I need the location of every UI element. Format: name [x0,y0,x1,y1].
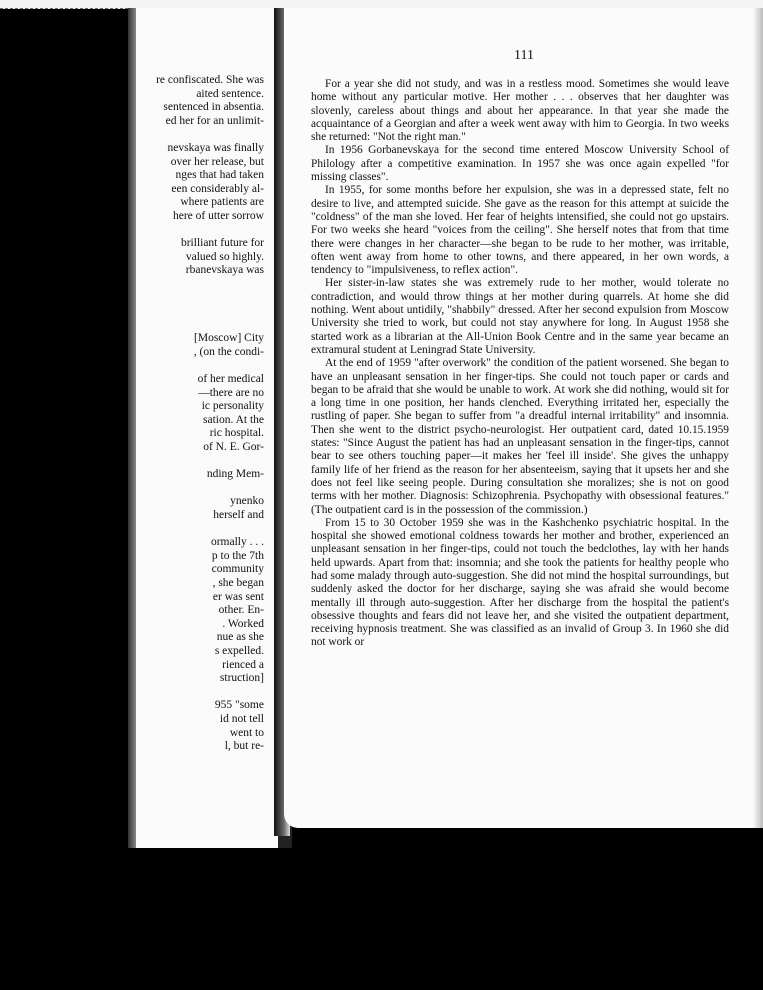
left-page-line: nue as she [216,631,264,644]
right-page [284,8,763,828]
left-page-gap [128,455,264,469]
left-page-line: rienced a [222,658,264,671]
left-page-line: . Worked [222,617,264,630]
left-page-line: nding Mem- [206,468,264,481]
left-page-line: rbanevskaya was [185,264,264,277]
paragraph: From 15 to 30 October 1959 she was in the Kashchenko psychiatric hospital. In the hospital she showed emotional coldness towards her mother and brother, experienced an unpleasant sensation in her finger-tips, could not touch the bedclothes, lay with her hands held upwards. Apart from that: insomnia; and she took the patients for healthy people who had some malady through auto-suggestion. She did not mind the hospital surroundings, but suddenly asked the doctor for her discharge, saying she was afraid she would become mentally ill through auto-suggestion. After her discharge from the hospital the patient's obsessive thoughts and fears did not leave her, and she visited the outpatient department, receiving hypnosis treatment. She was classified as an invalid of Group 3. In 1960 she did not work or [311,516,729,649]
left-page [128,8,292,848]
left-page-gap [128,482,264,496]
paragraph: At the end of 1959 "after overwork" the condition of the patient worsened. She began to have an unpleasant sensation in her finger-tips. She could not touch paper or cards and began to be afraid that she would be unable to work. At work she did nothing, would sit for a long time in one position, her hands clenched. Everything irritated her, especially the rustling of paper. She began to suffer from "a dreadful internal irritability" and insomnia. Then she went to the district psycho-neurologist. Her outpatient card, dated 10.15.1959 states: "Since August the patient has had an unpleasant sensation in the finger-tips, cannot bear to see others touching paper—it makes her 'feel ill inside'. She gives the unhappy family life of her friend as the reason for her absenteeism, saying that it upsets her and she does not feel like seeing people. During consultation she moralizes; she is not on good terms with her mother. Diagnosis: Schizophrenia. Psychopathy with obsessional features." (The outpatient card is in the possession of the commission.) [311,357,729,516]
left-page-line: ic personality [201,400,264,413]
left-page-line: of N. E. Gor- [203,441,264,454]
left-page-gap [128,128,264,142]
left-page-line: of her medical [197,373,264,386]
left-page-line: een considerably al- [171,182,264,195]
left-page-line: id not tell [219,712,264,725]
left-page-line: aited sentence. [196,87,264,100]
left-page-line: p to the 7th [211,549,264,562]
left-page-line: s expelled. [214,644,264,657]
left-page-line: here of utter sorrow [172,209,264,222]
left-page-line: community [211,563,264,576]
left-page-gap [128,224,264,238]
left-page-line: —there are no [198,386,264,399]
left-page-line: l, but re- [224,740,264,753]
left-page-line: over her release, but [170,155,264,168]
left-page-line: ynenko [230,495,264,508]
left-page-line: other. En- [218,604,264,617]
left-page-gap [128,686,264,700]
left-page-gap [128,305,264,319]
left-page-line: , (on the condi- [193,345,264,358]
left-page-line: 955 "some [214,699,264,712]
left-page-gap [128,292,264,306]
page-number: 111 [514,48,534,63]
left-page-gap [128,278,264,292]
left-page-line: valued so highly. [185,250,264,263]
paragraph: In 1956 Gorbanevskaya for the second time entered Moscow University School of Philology after a competitive examination. In 1957 she was once again expelled "for missing classes". [311,144,729,184]
left-page-line: ed her for an unlimit- [165,114,264,127]
left-page-gap [128,319,264,333]
left-page-line: sentenced in absentia. [163,101,264,114]
right-page-shadow [753,8,763,828]
body-text [311,78,729,650]
left-page-line: ric hospital. [209,427,264,440]
paragraph: For a year she did not study, and was in a restless mood. Sometimes she would leave home without any particular motive. Her mother . . . observes that her daughter was slovenly, careless about things and about her appearance. In that year she made the acquaintance of a Georgian and after a week went away with him to Georgia. In two weeks she returned: "Not the right man." [311,78,729,144]
left-page-line: ormally . . . [210,536,264,549]
left-page-gap [128,359,264,373]
left-page-line: where patients are [180,196,264,209]
left-page-line: sation. At the [202,413,264,426]
left-page-line: brilliant future for [180,237,264,250]
left-page-line: re confiscated. She was [156,74,264,86]
left-page-text [128,74,264,754]
paragraph: Her sister-in-law states she was extremely rude to her mother, would tolerate no contradiction, and would throw things at her mother during quarrels. At home she did nothing. Went about untidily, "shabbily" dressed. After her second expulsion from Moscow University she tried to work, but could not stay anywhere for long. In August 1958 she started work as a librarian at the All-Union Book Centre and in the same year became an extramural student at Leningrad State University. [311,277,729,356]
left-page-line: herself and [213,509,264,521]
left-page-line: nges that had taken [175,169,264,182]
paragraph: In 1955, for some months before her expulsion, she was in a depressed state, felt no desire to live, and attempted suicide. She gave as the reason for this attempt at suicide the "coldness" of the man she loved. Her fear of heights intensified, she could not go upstairs. For two weeks she heard "voices from the ceiling". She herself notes that from that time there were changes in her character—she began to be rude to her mother, was irritable, often went away from home to other towns, and there appeared, in her own words, a tendency to "impulsiveness, to reflex action". [311,184,729,277]
left-page-line: nevskaya was finally [167,141,264,154]
left-page-line: er was sent [212,590,264,603]
left-page-line: struction] [219,672,264,685]
left-page-line: went to [229,726,264,739]
left-page-line: , she began [212,576,264,589]
left-page-line: [Moscow] City [194,332,264,345]
left-page-gap [128,523,264,537]
